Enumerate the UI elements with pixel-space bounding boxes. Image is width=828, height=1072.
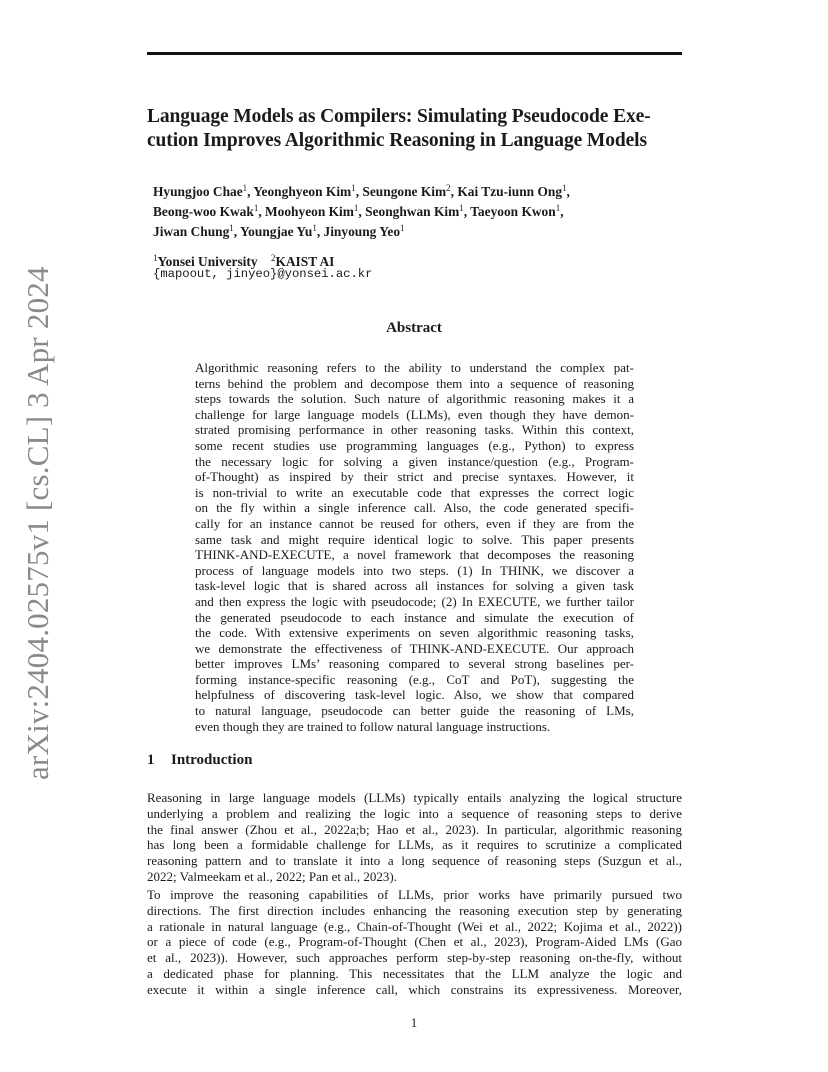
section-heading xyxy=(147,752,252,769)
abstract-line: strated promising performance in other reasoning tasks. Within this context, xyxy=(195,422,634,438)
paragraph-line: directions. The first direction includes enhancing the reasoning execution step by generating xyxy=(147,902,682,918)
affiliation-number: 2 xyxy=(270,253,276,263)
affiliation-mark: 1 xyxy=(351,183,356,193)
author-name: Yeonghyeon Kim xyxy=(253,184,352,199)
title-line: cution Improves Algorithmic Reasoning in Language Models xyxy=(147,130,647,151)
abstract-body xyxy=(195,360,634,734)
affiliation-mark: 1 xyxy=(459,203,464,213)
top-rule xyxy=(147,52,682,55)
author-name: Moohyeon Kim xyxy=(265,204,354,219)
author-name: Hyungjoo Chae xyxy=(153,184,243,199)
author-list xyxy=(153,180,673,240)
author-name: Kai Tzu-iunn Ong xyxy=(457,184,563,199)
paragraph-line: Reasoning in large language models (LLMs) typically entails analyzing the logical structure xyxy=(147,790,682,805)
abstract-heading: Abstract xyxy=(386,320,442,336)
abstract-line: on the fly within a single inference call. Also, the code generated specifi- xyxy=(195,500,634,516)
author-name: Beong-woo Kwak xyxy=(153,204,254,219)
affiliation-mark: 1 xyxy=(555,203,561,213)
abstract-line: better improves LMs’ reasoning compared to several strong baselines per- xyxy=(195,656,634,672)
affiliation-number: 1 xyxy=(153,253,158,263)
affiliation-mark: 1 xyxy=(562,183,567,193)
author-name: Jinyoung Yeo xyxy=(323,224,401,239)
paragraph-line: the final answer (Zhou et al., 2022a;b; Hao et al., 2023). In particular, algorithmic reasoning xyxy=(147,821,682,837)
abstract-line: same task and might require identical logic to solve. This paper presents xyxy=(195,531,634,547)
page-number: 1 xyxy=(410,1015,418,1030)
affiliation-mark: 1 xyxy=(253,203,259,213)
abstract-line: the code. With extensive experiments on seven algorithmic reasoning tasks, xyxy=(195,625,634,641)
abstract-line: and then express the logic with pseudocode; (2) In EXECUTE, we further tailor xyxy=(195,593,634,609)
paragraph-line: or a piece of code (e.g., Program-of-Thought (Chen et al., 2023), Program-Aided LMs (Gao xyxy=(147,934,682,950)
abstract-line: helpfulness of discovering task-level logic. Also, we show that compared xyxy=(195,687,634,703)
intro-paragraph xyxy=(147,790,682,885)
affiliation-mark: 1 xyxy=(353,203,359,213)
abstract-line: Algorithmic reasoning refers to the ability to understand the complex pat- xyxy=(195,360,634,375)
affiliation-name: Yonsei University xyxy=(157,254,258,269)
abstract-line: is non-trivial to write an executable code that expresses the correct logic xyxy=(195,484,634,500)
author-line: Jiwan Chung$^1$, Youngjae Yu$^1$, Jinyoung Yeo$^1$ xyxy=(153,223,405,239)
author-name: Jiwan Chung xyxy=(153,224,230,239)
intro-paragraph xyxy=(147,887,682,998)
author-name: Seungone Kim xyxy=(362,184,447,199)
author-name: Youngjae Yu xyxy=(240,224,313,239)
abstract-line: the necessary logic for solving a given instance/question (e.g., Program- xyxy=(195,453,634,469)
affiliation-mark: 2 xyxy=(446,183,451,193)
contact-email: {mapoout, jinyeo}@yonsei.ac.kr xyxy=(153,267,373,281)
paragraph-line: reasoning pattern and to translate it into a long sequence of reasoning steps (Suzgun et al., xyxy=(147,853,682,869)
abstract-line: forming instance-specific reasoning (e.g., CoT and PoT), suggesting the xyxy=(195,671,634,687)
affiliation-mark: 1 xyxy=(400,223,405,233)
affiliation-mark: 1 xyxy=(242,183,248,193)
abstract-line: process of language models into two steps. (1) In THINK, we discover a xyxy=(195,562,634,578)
paragraph-line: execute it within a single inference call, which constrains its expressiveness. Moreover, xyxy=(147,981,682,997)
author-name: Seonghwan Kim xyxy=(365,204,460,219)
affiliation-mark: 1 xyxy=(312,223,317,233)
abstract-line: to natural language, pseudocode can better guide the reasoning of LMs, xyxy=(195,703,634,719)
abstract-line: cally for an instance cannot be reused for others, even if they are from the xyxy=(195,515,634,531)
paragraph-line: underlying a problem and realizing the logic into a sequence of reasoning steps to derive xyxy=(147,805,682,821)
author-line: Hyungjoo Chae$^1$, Yeonghyeon Kim$^1$, Seungone Kim$^2$, Kai Tzu-iunn Ong$^1$, xyxy=(153,183,570,199)
paragraph-line: 2022; Valmeekam et al., 2022; Pan et al., 2023). xyxy=(147,868,397,884)
section-number: 1 xyxy=(147,752,155,768)
paragraph-line: a dedicated phase for planning. This necessitates that the LLM analyze the logic and xyxy=(147,965,682,981)
paper-title xyxy=(147,105,692,153)
abstract-line: task-level logic that is shared across all instances for solving a given task xyxy=(195,578,634,594)
abstract-line: we demonstrate the effectiveness of THINK-AND-EXECUTE. Our approach xyxy=(195,640,634,656)
section-title: Introduction xyxy=(171,752,253,768)
affiliation-name: KAIST AI xyxy=(275,254,335,269)
abstract-line: some recent studies use programming languages (e.g., Python) to express xyxy=(195,437,634,453)
paragraph-line: a rationale in natural language (e.g., Chain-of-Thought (Wei et al., 2022; Kojima et al., 2022)) xyxy=(147,918,682,934)
abstract-line: the generated pseudocode to each instance and simulate the execution of xyxy=(195,609,634,625)
author-line: Beong-woo Kwak$^1$, Moohyeon Kim$^1$, Seonghwan Kim$^1$, Taeyoon Kwon$^1$, xyxy=(153,203,564,219)
paragraph-line: et al., 2023)). However, such approaches perform step-by-step reasoning on-the-fly, without xyxy=(147,950,682,966)
abstract-line: THINK-AND-EXECUTE, a novel framework that decomposes the reasoning xyxy=(195,547,634,563)
abstract-line: terns behind the problem and decompose them into a sequence of reasoning xyxy=(195,375,634,391)
title-line: Language Models as Compilers: Simulating Pseudocode Exe- xyxy=(147,106,651,127)
arxiv-stamp: arXiv:2404.02575v1 [cs.CL] 3 Apr 2024 xyxy=(20,266,55,780)
abstract-line: challenge for large language models (LLMs), even though they have demon- xyxy=(195,406,634,422)
affiliation-mark: 1 xyxy=(229,223,234,233)
paragraph-line: has long been a formidable challenge for LLMs, as it requires to scrutinize a complicated xyxy=(147,837,682,853)
abstract-line: steps towards the solution. Such nature of algorithmic reasoning makes it a xyxy=(195,391,634,407)
author-name: Taeyoon Kwon xyxy=(470,204,556,219)
abstract-line: even though they are trained to follow natural language instructions. xyxy=(195,718,551,734)
abstract-line: of-Thought) as inspired by their strict and precise syntaxes. However, it xyxy=(195,469,634,485)
paragraph-line: To improve the reasoning capabilities of LLMs, prior works have primarily pursued two xyxy=(147,887,682,902)
